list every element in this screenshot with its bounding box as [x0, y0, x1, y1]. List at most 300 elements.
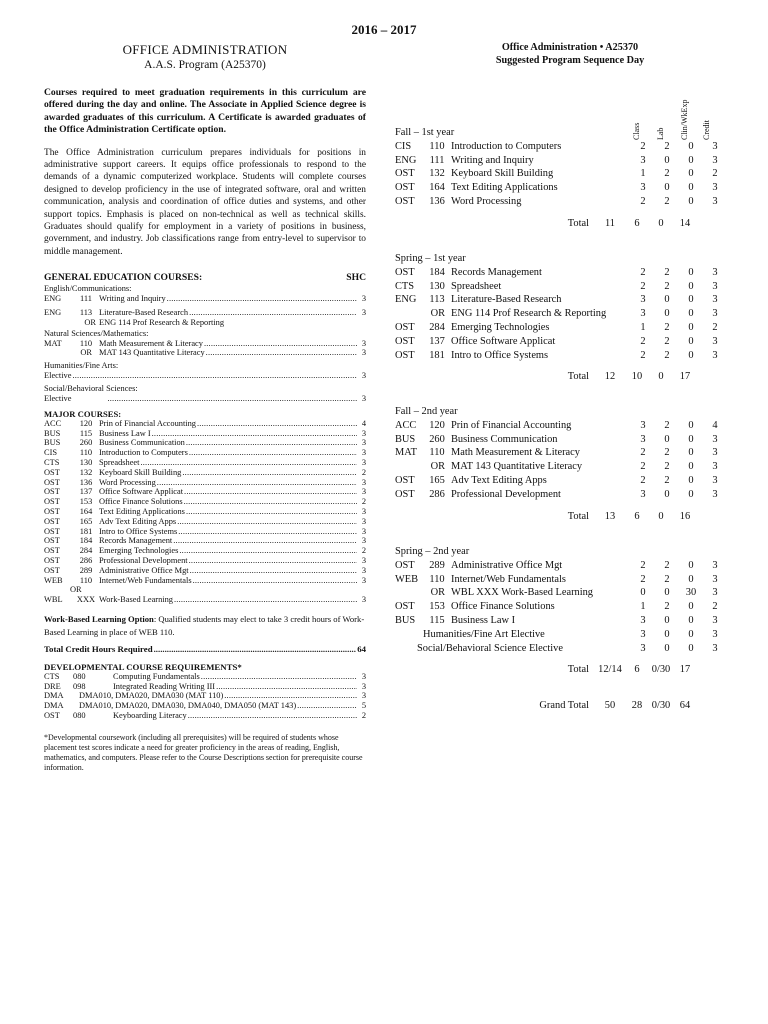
- value-credit: 3: [712, 587, 718, 599]
- dev-footnote: *Developmental coursework (including all prerequisites) will be required of students whose placement test scores indicate a need for greater proficiency in the areas of reading, English, mathematics, and computers. Please refer to the Course Descriptions section for prerequisite course information.: [44, 732, 363, 773]
- course-line: [44, 711, 366, 721]
- course-number: 113: [429, 294, 445, 306]
- course-credits: 3: [361, 565, 366, 575]
- value-lab: 0: [664, 294, 670, 306]
- course-title: Professional Development: [99, 556, 188, 566]
- value-class: 3: [640, 308, 646, 320]
- value-class: 3: [640, 419, 646, 431]
- course-prefix: OST: [395, 266, 415, 278]
- course-number: 164: [79, 507, 93, 517]
- header-clin: Clin/WkExp: [680, 99, 689, 140]
- course-credits: 3: [361, 371, 366, 381]
- course-number: 181: [79, 526, 93, 536]
- course-prefix: OST: [44, 487, 60, 497]
- course-credits: 4: [361, 418, 366, 428]
- grand-lab: 28: [631, 700, 643, 711]
- course-title: Intro to Office Systems: [451, 349, 549, 361]
- value-lab: 2: [664, 321, 670, 333]
- course-prefix: ENG: [44, 308, 62, 318]
- dot-leader: [184, 487, 357, 497]
- course-credits: 3: [361, 487, 366, 497]
- course-title: Records Management: [451, 266, 542, 278]
- value-credit: 3: [712, 461, 718, 473]
- course-number: 110: [79, 338, 93, 348]
- course-number: 286: [79, 556, 93, 566]
- gen-ed-heading: [44, 272, 366, 283]
- course-number: 120: [79, 418, 93, 428]
- course-line: [44, 566, 366, 576]
- course-number: 260: [429, 433, 445, 445]
- dot-leader: [204, 339, 357, 349]
- course-number: 080: [73, 671, 86, 681]
- dot-leader: [206, 348, 357, 358]
- value-lab: 0: [664, 628, 670, 640]
- total-clin: 0: [658, 371, 664, 383]
- grand-total-row: [395, 699, 725, 713]
- course-line: [44, 339, 366, 349]
- semester-spring-1: [395, 252, 725, 384]
- course-number: 181: [429, 349, 445, 361]
- course-title: Internet/Web Fundamentals: [451, 573, 566, 585]
- dot-leader: [167, 294, 357, 304]
- course-title: Office Software Applicat: [451, 335, 556, 347]
- grand-total-label: Grand Total: [539, 700, 589, 711]
- program-overview: [44, 42, 366, 774]
- sequence-row: [395, 154, 725, 168]
- value-clin: 0: [688, 461, 694, 473]
- value-credit: 3: [712, 488, 718, 500]
- elective-title: Social/Behavioral Science Elective: [417, 642, 563, 654]
- dev-heading: DEVELOPMENTAL COURSE REQUIREMENTS*: [44, 661, 242, 672]
- grand-credit: 64: [679, 700, 691, 711]
- course-prefix: ACC: [395, 419, 417, 431]
- shc-label: SHC: [346, 272, 366, 284]
- course-prefix: DRE: [44, 681, 61, 691]
- course-number: 110: [79, 575, 93, 585]
- value-class: 2: [640, 573, 646, 585]
- course-credits: 3: [361, 458, 366, 468]
- value-lab: 2: [664, 559, 670, 571]
- course-prefix: CIS: [395, 140, 412, 152]
- course-title: Keyboarding Literacy: [113, 710, 187, 720]
- total-class: 12: [604, 371, 616, 383]
- value-credit: 2: [712, 168, 718, 180]
- course-title: Math Measurement & Literacy: [99, 338, 203, 348]
- major-or-label: OR: [70, 585, 82, 595]
- total-clin: 0: [658, 217, 664, 229]
- course-number: 184: [429, 266, 445, 278]
- or-label: OR: [430, 461, 445, 473]
- course-prefix: CTS: [44, 458, 60, 468]
- value-class: 3: [640, 154, 646, 166]
- value-credit: 4: [712, 419, 718, 431]
- course-credits: 2: [361, 710, 366, 720]
- course-line: [44, 682, 366, 692]
- course-prefix: OST: [395, 488, 415, 500]
- course-prefix: WBL: [44, 595, 63, 604]
- semester-title: Spring – 1st year: [395, 253, 466, 264]
- course-title: Prin of Financial Accounting: [99, 418, 196, 428]
- header-lab: Lab: [656, 127, 665, 140]
- total-clin: 0: [658, 510, 664, 522]
- sequence-subtitle: Suggested Program Sequence Day: [495, 55, 645, 66]
- dot-leader: [140, 458, 357, 468]
- course-credits: 3: [361, 448, 366, 458]
- value-class: 1: [640, 601, 646, 613]
- value-lab: 2: [664, 419, 670, 431]
- course-number: 164: [429, 182, 445, 194]
- course-title: Introduction to Computers: [99, 448, 188, 458]
- course-prefix: OST: [395, 168, 415, 180]
- course-number: 115: [79, 428, 93, 438]
- value-lab: 2: [664, 140, 670, 152]
- course-number: 132: [429, 168, 445, 180]
- value-clin: 0: [688, 195, 694, 207]
- value-credit: 3: [712, 140, 718, 152]
- dot-leader: [189, 308, 357, 318]
- semester-total: [395, 370, 725, 384]
- course-prefix: OST: [395, 349, 415, 361]
- course-number: 130: [79, 458, 93, 468]
- course-title: Adv Text Editing Apps: [451, 474, 547, 486]
- value-class: 3: [640, 628, 646, 640]
- dot-leader: [173, 536, 357, 546]
- sequence-row: [395, 335, 725, 349]
- value-lab: 2: [664, 195, 670, 207]
- semester-total: [395, 663, 725, 677]
- semester-fall-2: [395, 405, 725, 523]
- course-number: 289: [79, 565, 93, 575]
- course-title: Business Law I: [451, 614, 516, 626]
- course-prefix: CTS: [395, 280, 415, 292]
- course-title: Business Communication: [451, 433, 558, 445]
- eng-category: English/Communications:: [44, 284, 132, 294]
- course-credits: 2: [361, 546, 366, 556]
- course-line: [44, 701, 366, 711]
- total-credit: 17: [679, 664, 691, 676]
- value-class: 2: [640, 335, 646, 347]
- value-credit: 3: [712, 182, 718, 194]
- value-clin: 0: [688, 488, 694, 500]
- value-lab: 0: [664, 433, 670, 445]
- value-clin: 0: [688, 349, 694, 361]
- value-clin: 0: [688, 308, 694, 320]
- course-number: 120: [429, 419, 445, 431]
- course-title: ENG 114 Prof Research & Reporting: [451, 308, 607, 320]
- value-credit: 3: [712, 266, 718, 278]
- course-number: 137: [429, 335, 445, 347]
- course-prefix: ACC: [44, 418, 62, 428]
- course-line: [44, 536, 366, 546]
- course-number: 184: [79, 536, 93, 546]
- gen-ed-label: GENERAL EDUCATION COURSES:: [44, 272, 203, 284]
- value-class: 2: [640, 140, 646, 152]
- course-title: Text Editing Applications: [99, 507, 185, 517]
- value-class: 2: [640, 280, 646, 292]
- value-clin: 0: [688, 433, 694, 445]
- course-credits: 3: [361, 595, 366, 604]
- or-label: OR: [80, 348, 92, 358]
- value-clin: 0: [688, 182, 694, 194]
- value-class: 2: [640, 195, 646, 207]
- course-prefix: ENG: [395, 154, 417, 166]
- course-title: Business Law I: [99, 428, 151, 438]
- sequence-or-row: [395, 460, 725, 474]
- dot-leader: [179, 546, 357, 556]
- course-prefix: OST: [44, 526, 60, 536]
- value-lab: 0: [664, 488, 670, 500]
- header-credit: Credit: [702, 120, 711, 140]
- course-credits: 3: [361, 526, 366, 536]
- semester-title: Fall – 2nd year: [395, 406, 458, 417]
- course-title: Internet/Web Fundamentals: [99, 575, 192, 585]
- course-number: 110: [429, 140, 445, 152]
- semester-title: Fall – 1st year: [395, 127, 455, 138]
- course-prefix: WEB: [395, 573, 419, 585]
- course-prefix: MAT: [44, 338, 62, 348]
- dot-leader: [174, 595, 357, 605]
- course-title: Office Finance Solutions: [451, 601, 555, 613]
- course-line: [44, 527, 366, 537]
- value-credit: 3: [712, 614, 718, 626]
- value-clin: 0: [688, 628, 694, 640]
- value-credit: 3: [712, 573, 718, 585]
- course-line: [44, 478, 366, 488]
- course-title: Professional Development: [451, 488, 561, 500]
- course-number: 136: [429, 195, 445, 207]
- value-class: 1: [640, 168, 646, 180]
- dot-leader: [216, 682, 357, 692]
- value-class: 3: [640, 433, 646, 445]
- course-number: 284: [429, 321, 445, 333]
- course-prefix: BUS: [44, 438, 61, 448]
- course-credits: 3: [361, 516, 366, 526]
- total-class: 11: [604, 217, 615, 229]
- sequence-row: [395, 280, 725, 294]
- course-prefix: OST: [44, 497, 60, 507]
- course-credits: 3: [361, 294, 366, 304]
- value-class: 2: [640, 559, 646, 571]
- or-label: OR: [84, 317, 96, 327]
- course-title: Administrative Office Mgt: [99, 565, 189, 575]
- value-class: 3: [640, 614, 646, 626]
- value-class: 2: [640, 447, 646, 459]
- sequence-or-row: [395, 586, 725, 600]
- total-label: Total: [567, 664, 589, 676]
- sequence-row: [395, 167, 725, 181]
- course-title: Elective: [44, 394, 72, 404]
- dev-course-list: [44, 672, 366, 721]
- dot-leader: [201, 672, 357, 682]
- total-credit-hours: [44, 644, 366, 654]
- course-title: Keyboard Skill Building: [99, 467, 182, 477]
- value-clin: 0: [688, 335, 694, 347]
- value-lab: 2: [664, 573, 670, 585]
- total-class: 12/14: [598, 664, 622, 676]
- course-title: Introduction to Computers: [451, 140, 562, 152]
- value-credit: 3: [712, 335, 718, 347]
- value-credit: 3: [712, 433, 718, 445]
- course-title: Adv Text Editing Apps: [99, 516, 177, 526]
- course-prefix: OST: [44, 546, 60, 556]
- course-line: [44, 517, 366, 527]
- dot-leader: [154, 644, 357, 654]
- wbl-option-text: : Qualified students may elect to take 3 credit hours of Work-Based Learning in place of WEB 110.: [44, 613, 365, 637]
- course-title: Business Communication: [99, 438, 185, 448]
- course-number: 289: [429, 559, 445, 571]
- value-lab: 2: [664, 280, 670, 292]
- course-prefix: OST: [395, 195, 415, 207]
- course-line: [44, 419, 366, 429]
- header-class: Class: [632, 122, 641, 140]
- course-title: Spreadsheet: [451, 280, 502, 292]
- course-line: [44, 371, 366, 381]
- value-lab: 0: [664, 308, 670, 320]
- course-line: [44, 487, 366, 497]
- course-line: [44, 458, 366, 468]
- course-title: Word Processing: [451, 195, 522, 207]
- course-credits: 2: [361, 467, 366, 477]
- course-title: Literature-Based Research: [99, 308, 189, 318]
- course-title: Emerging Technologies: [451, 321, 550, 333]
- course-prefix: DMA: [44, 691, 64, 701]
- course-line: [44, 308, 366, 318]
- course-title: Text Editing Applications: [451, 182, 558, 194]
- dot-leader: [107, 394, 357, 404]
- program-sequence: [395, 42, 725, 711]
- sequence-row: [395, 419, 725, 433]
- dot-leader: [190, 566, 357, 576]
- course-number: 153: [79, 497, 93, 507]
- course-prefix: OST: [44, 536, 60, 546]
- value-clin: 0: [688, 573, 694, 585]
- semester-title: Spring – 2nd year: [395, 546, 470, 557]
- value-lab: 2: [664, 168, 670, 180]
- course-credits: 5: [361, 701, 366, 711]
- value-credit: 3: [712, 642, 718, 654]
- wbl-option-note: [44, 613, 366, 639]
- indent: [395, 642, 417, 656]
- value-clin: 0: [688, 280, 694, 292]
- value-lab: 2: [664, 474, 670, 486]
- course-number: 284: [79, 546, 93, 556]
- sequence-title: Office Administration • A25370: [501, 42, 639, 53]
- course-title: Office Finance Solutions: [99, 497, 183, 507]
- value-lab: 2: [664, 461, 670, 473]
- course-title: Elective: [44, 371, 72, 381]
- course-line: [44, 576, 366, 586]
- value-lab: 2: [664, 349, 670, 361]
- course-prefix: OST: [395, 474, 415, 486]
- course-title: Math Measurement & Literacy: [451, 447, 580, 459]
- course-prefix: OST: [395, 601, 415, 613]
- total-lab: 6: [634, 510, 640, 522]
- total-lab: 6: [634, 664, 640, 676]
- total-lab: 6: [634, 217, 640, 229]
- course-prefix: OST: [395, 559, 415, 571]
- course-number: XXX: [76, 595, 96, 604]
- value-credit: 3: [712, 294, 718, 306]
- course-credits: 3: [361, 556, 366, 566]
- course-line: [44, 448, 366, 458]
- value-class: 3: [640, 642, 646, 654]
- course-prefix: OST: [44, 477, 60, 487]
- course-credits: 3: [361, 308, 366, 318]
- math-category: Natural Sciences/Mathematics:: [44, 328, 149, 338]
- total-label: Total: [567, 510, 589, 522]
- value-clin: 0: [688, 447, 694, 459]
- value-lab: 2: [664, 266, 670, 278]
- course-prefix: OST: [395, 335, 415, 347]
- dot-leader: [178, 527, 357, 537]
- intro-description: The Office Administration curriculum prepares individuals for positions in administrative support careers. It equips office professionals to respond to the demands of a dynamic computerized workplace. Students will complete courses designed to develop proficiency in the use of integrated software, oral and written communication, analysis and coordination of office duties and systems, and other support topics. Emphasis is placed on non-technical as well as technical skills. Graduates should qualify for employment in a variety of positions in business, government, and industry. Job classifications range from entry-level to supervisor to middle management.: [44, 147, 366, 257]
- sequence-row: [395, 321, 725, 335]
- course-number: 110: [79, 448, 93, 458]
- value-clin: 0: [688, 294, 694, 306]
- course-prefix: OST: [44, 507, 60, 517]
- grand-clin: 0/30: [651, 700, 671, 711]
- value-clin: 0: [688, 559, 694, 571]
- value-clin: 0: [688, 168, 694, 180]
- dot-leader: [186, 438, 357, 448]
- sequence-row: [395, 433, 725, 447]
- value-credit: 3: [712, 628, 718, 640]
- total-class: 13: [604, 510, 616, 522]
- value-credit: 2: [712, 601, 718, 613]
- course-title: Word Processing: [99, 477, 156, 487]
- elective-title: Humanities/Fine Art Elective: [423, 628, 545, 640]
- sequence-row: [395, 140, 725, 154]
- or-label: OR: [430, 587, 445, 599]
- course-line: [44, 672, 366, 682]
- wbl-option-label: Work-Based Learning Option: [44, 613, 154, 624]
- course-prefix: BUS: [395, 614, 416, 626]
- sequence-row: [395, 349, 725, 363]
- value-credit: 2: [712, 321, 718, 333]
- dot-leader: [152, 429, 357, 439]
- program-subtitle: A.A.S. Program (A25370): [144, 59, 266, 71]
- total-label: Total Credit Hours Required: [44, 643, 153, 654]
- course-prefix: CIS: [44, 448, 58, 458]
- course-number: 132: [79, 467, 93, 477]
- total-credit: 17: [679, 371, 691, 383]
- sequence-row: [395, 266, 725, 280]
- course-or-line: [44, 348, 366, 358]
- sequence-row: [395, 573, 725, 587]
- value-class: 0: [640, 587, 646, 599]
- course-prefix: OST: [44, 556, 60, 566]
- course-prefix: CTS: [44, 671, 60, 681]
- total-label: Total: [567, 217, 589, 229]
- dot-leader: [188, 711, 357, 721]
- value-clin: 0: [688, 266, 694, 278]
- course-line: [44, 294, 366, 304]
- course-credits: 3: [361, 438, 366, 448]
- value-class: 1: [640, 321, 646, 333]
- course-title: Writing and Inquiry: [99, 294, 166, 304]
- course-number: 286: [429, 488, 445, 500]
- course-line: [44, 429, 366, 439]
- value-clin: 0: [688, 474, 694, 486]
- course-title: Writing and Inquiry: [451, 154, 534, 166]
- semester-total: [395, 217, 725, 231]
- course-title: Administrative Office Mgt: [451, 559, 563, 571]
- dot-leader: [189, 448, 357, 458]
- value-credit: 3: [712, 280, 718, 292]
- course-line: [44, 468, 366, 478]
- course-prefix: BUS: [44, 428, 61, 438]
- course-title: MAT 143 Quantitative Literacy: [451, 461, 583, 473]
